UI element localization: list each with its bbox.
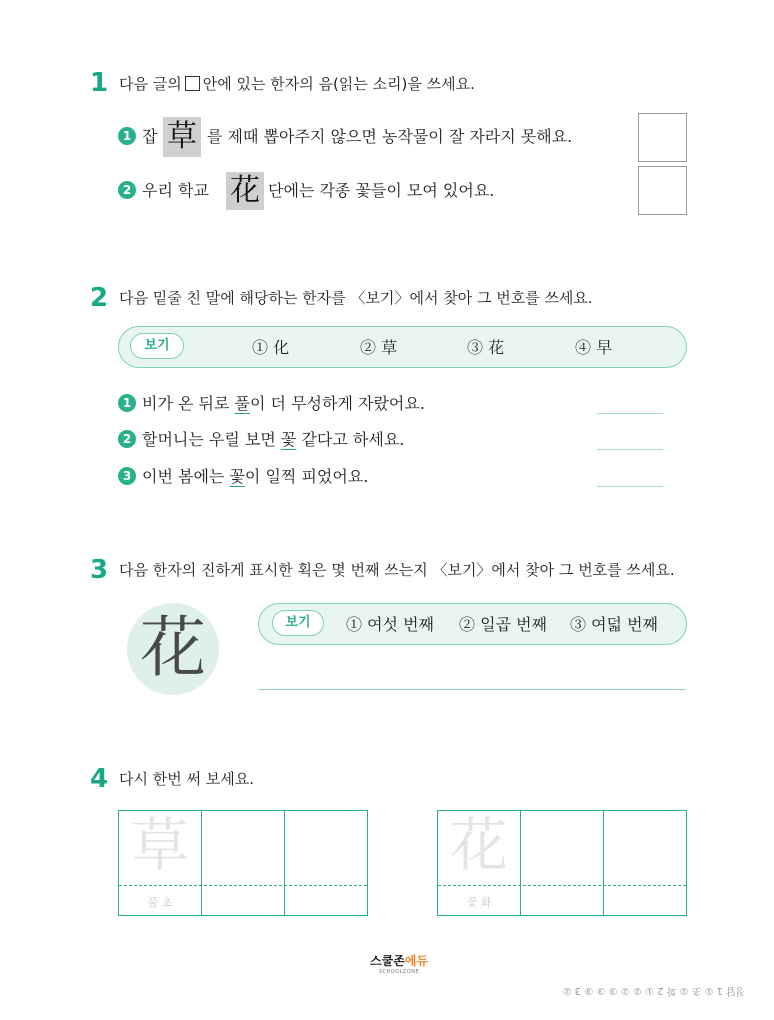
- q1-prompt-after: 안에 있는 한자의 음(읽는 소리)을 쓰세요.: [202, 75, 475, 93]
- q4-prompt: 다시 한번 써 보세요.: [119, 770, 254, 788]
- q4-group2-write-cell-2[interactable]: [603, 810, 687, 916]
- q3-answer-line[interactable]: [258, 689, 686, 690]
- q2-number: 2: [90, 283, 109, 313]
- q2-answer-line-2[interactable]: [597, 449, 663, 450]
- q1-answer-box-1[interactable]: [638, 113, 687, 162]
- logo-part-1: 스쿨존: [370, 954, 405, 968]
- q2-option-2: ② 草: [360, 338, 398, 357]
- q3-prompt: 다음 한자의 진하게 표시한 획은 몇 번째 쓰는지 〈보기〉에서 찾아 그 번호를 쓰세요.: [119, 561, 675, 579]
- q2-option-1: ① 化: [252, 338, 290, 357]
- publisher-logo: [362, 950, 436, 974]
- q2-item3-after: 이 일찍 피었어요.: [244, 467, 369, 486]
- q4-group1-reading: 풀 초: [147, 896, 173, 909]
- answer-key-upside-down: 정답 1 ① 초 ② 화 2 ① ② ② ③ ③ ③ 3 ②: [562, 985, 746, 996]
- logo-subtext: SCHOOLZONE: [378, 969, 420, 975]
- q2-item1-after: 이 더 무성하게 자랐어요.: [250, 394, 425, 413]
- q2-item2-sentence: [142, 432, 404, 448]
- q4-group2-dashed-line: [438, 885, 686, 886]
- q1-item2-hanja: 花: [226, 172, 264, 210]
- q3-bogi-label: 보기: [272, 610, 324, 636]
- q3-option-3: ③ 여덟 번째: [570, 615, 658, 634]
- blank-box-icon: [185, 76, 200, 91]
- q2-item3-before: 이번 봄에는: [142, 467, 230, 486]
- q2-item3-number: 3: [118, 467, 136, 485]
- q2-item1-before: 비가 온 뒤로: [142, 394, 235, 413]
- q4-group1-dashed-line: [119, 885, 367, 886]
- q4-group2-trace-hanja: 花: [449, 811, 508, 879]
- q4-group2-reading: 꽃 화: [466, 896, 492, 909]
- q2-item2-underlined: 꽃: [280, 430, 297, 449]
- q4-group1-write-cell-1[interactable]: [201, 810, 285, 916]
- q1-item2-before: 우리 학교: [142, 181, 209, 200]
- q1-prompt-before: 다음 글의: [119, 75, 182, 93]
- q4-group1-trace-hanja: 草: [130, 811, 189, 879]
- q2-item1-number: 1: [118, 394, 136, 412]
- q1-item1-after: 를 제때 뽑아주지 않으면 농작물이 잘 자라지 못해요.: [207, 127, 573, 146]
- q2-item1-underlined: 풀: [234, 394, 251, 413]
- q4-group1-write-cell-2[interactable]: [284, 810, 368, 916]
- q3-number: 3: [90, 555, 109, 585]
- q1-prompt: [119, 76, 475, 92]
- logo-part-2: 에듀: [404, 954, 428, 968]
- q2-answer-line-3[interactable]: [597, 486, 663, 487]
- q1-item1-number: 1: [118, 127, 136, 145]
- q1-answer-box-2[interactable]: [638, 166, 687, 215]
- q2-answer-line-1[interactable]: [597, 413, 663, 414]
- q3-option-1: ① 여섯 번째: [346, 615, 434, 634]
- q2-option-4: ④ 早: [575, 338, 613, 357]
- q2-bogi-label: 보기: [130, 333, 184, 359]
- q1-number: 1: [90, 68, 109, 98]
- q1-item2-number: 2: [118, 181, 136, 199]
- q2-item2-number: 2: [118, 430, 136, 448]
- q4-number: 4: [90, 764, 109, 794]
- q1-item1-before: 잡: [142, 127, 158, 146]
- q2-item1-sentence: [142, 396, 425, 412]
- q1-item2-after: 단에는 각종 꽃들이 모여 있어요.: [268, 181, 495, 200]
- q2-option-3: ③ 花: [467, 338, 505, 357]
- q3-option-2: ② 일곱 번째: [459, 615, 547, 634]
- q3-hanja: 花: [140, 609, 206, 686]
- q2-item2-before: 할머니는 우릴 보면: [142, 430, 281, 449]
- q2-prompt: 다음 밑줄 친 말에 해당하는 한자를 〈보기〉에서 찾아 그 번호를 쓰세요.: [119, 289, 593, 307]
- q4-group2-write-cell-1[interactable]: [520, 810, 604, 916]
- q2-item2-after: 같다고 하세요.: [296, 430, 405, 449]
- q1-item1-hanja: 草: [163, 117, 201, 157]
- q2-item3-sentence: [142, 469, 368, 485]
- q2-item3-underlined: 꽃: [229, 467, 245, 486]
